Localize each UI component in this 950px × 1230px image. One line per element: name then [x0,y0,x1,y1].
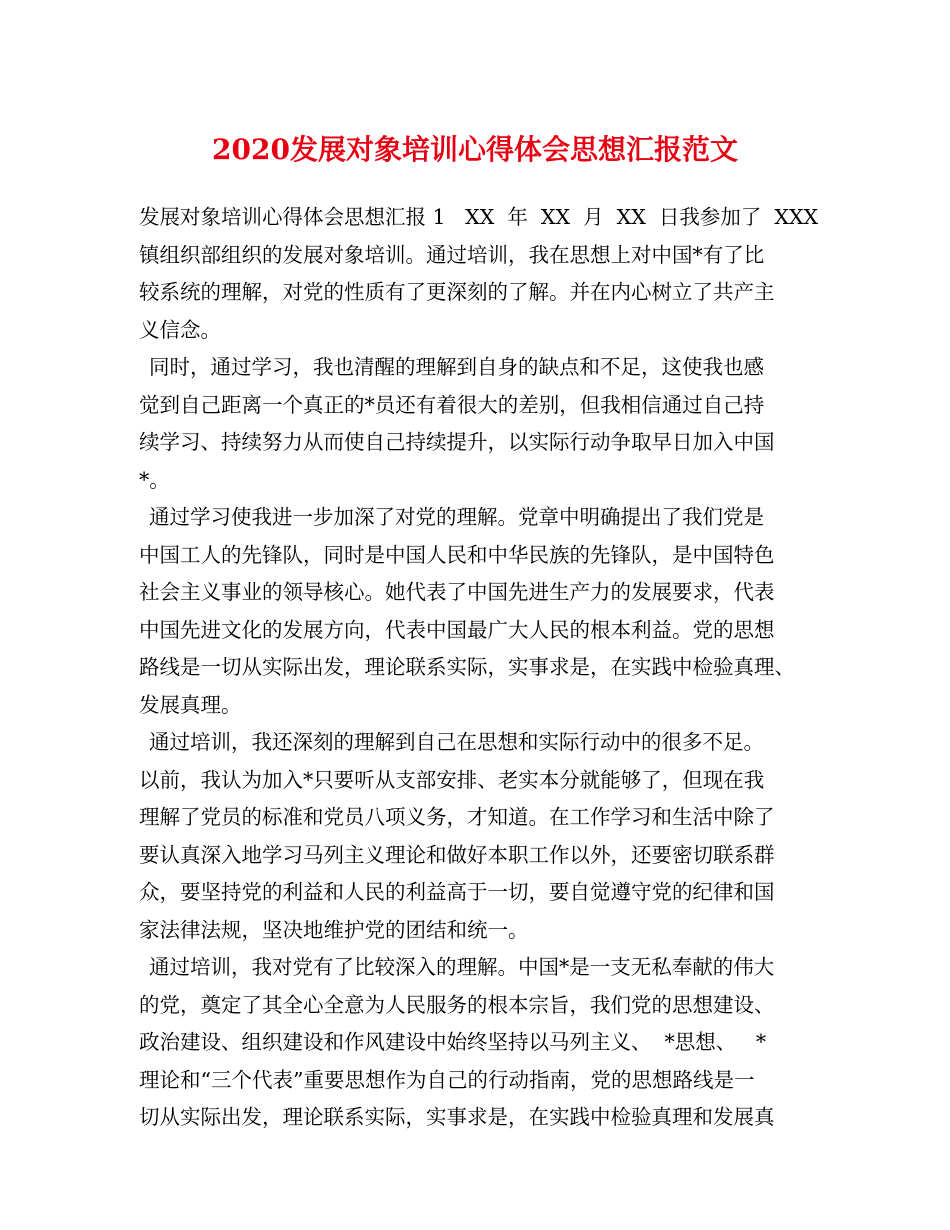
body-line: 中国先进文化的发展方向，代表中国最广大人民的根本利益。党的思想 [139,617,775,642]
body-line: 政治建设、组织建设和作风建设中始终坚持以马列主义、 *思想、 * [139,1030,767,1054]
body-line: 较系统的理解，对党的性质有了更深刻的了解。并在内心树立了共产主 [139,280,775,304]
body-line: 理论和“三个代表”重要思想作为自己的行动指南，党的思想路线是一 [139,1067,755,1092]
body-line: 以前，我认为加入*只要听从支部安排、老实本分就能够了，但现在我 [139,767,765,792]
body-line: 通过培训，我对党有了比较深入的理解。中国*是一支无私奉献的伟大 [149,955,775,979]
body-line: 发展对象培训心得体会思想汇报 1 XX 年 XX 月 XX 日我参加了 XXX [139,205,819,229]
body-line: 发展真理。 [139,692,242,717]
body-line: 镇组织部组织的发展对象培训。通过培训，我在思想上对中国*有了比 [139,242,765,267]
body-line: 要认真深入地学习马列主义理论和做好本职工作以外，还要密切联系群 [139,842,775,867]
body-line: 社会主义事业的领导核心。她代表了中国先进生产力的发展要求，代表 [139,580,775,604]
body-line: 通过培训，我还深刻的理解到自己在思想和实际行动中的很多不足。 [149,730,764,754]
body-line: 切从实际出发，理论联系实际，实事求是，在实践中检验真理和发展真 [139,1105,775,1129]
body-line: *。 [139,467,170,492]
body-line: 路线是一切从实际出发，理论联系实际，实事求是，在实践中检验真理、 [139,655,795,679]
document-body [139,199,819,1137]
body-line: 的党，奠定了其全心全意为人民服务的根本宗旨，我们党的思想建设、 [139,992,775,1017]
body-line: 理解了党员的标准和党员八项义务，才知道。在工作学习和生活中除了 [139,805,775,829]
body-line: 续学习、持续努力从而使自己持续提升，以实际行动争取早日加入中国 [139,430,775,454]
body-line: 觉到自己距离一个真正的*员还有着很大的差别，但我相信通过自己持 [139,392,765,417]
body-line: 同时，通过学习，我也清醒的理解到自身的缺点和不足，这使我也感 [149,355,764,379]
body-line: 通过学习使我进一步加深了对党的理解。党章中明确提出了我们党是 [149,505,764,529]
body-line: 义信念。 [139,317,221,342]
body-line: 众，要坚持党的利益和人民的利益高于一切，要自觉遵守党的纪律和国 [139,880,775,904]
body-line: 中国工人的先锋队，同时是中国人民和中华民族的先锋队，是中国特色 [139,542,775,567]
body-line: 家法律法规，坚决地维护党的团结和统一。 [139,917,529,942]
document-title: 2020发展对象培训心得体会思想汇报范文 [212,133,738,166]
